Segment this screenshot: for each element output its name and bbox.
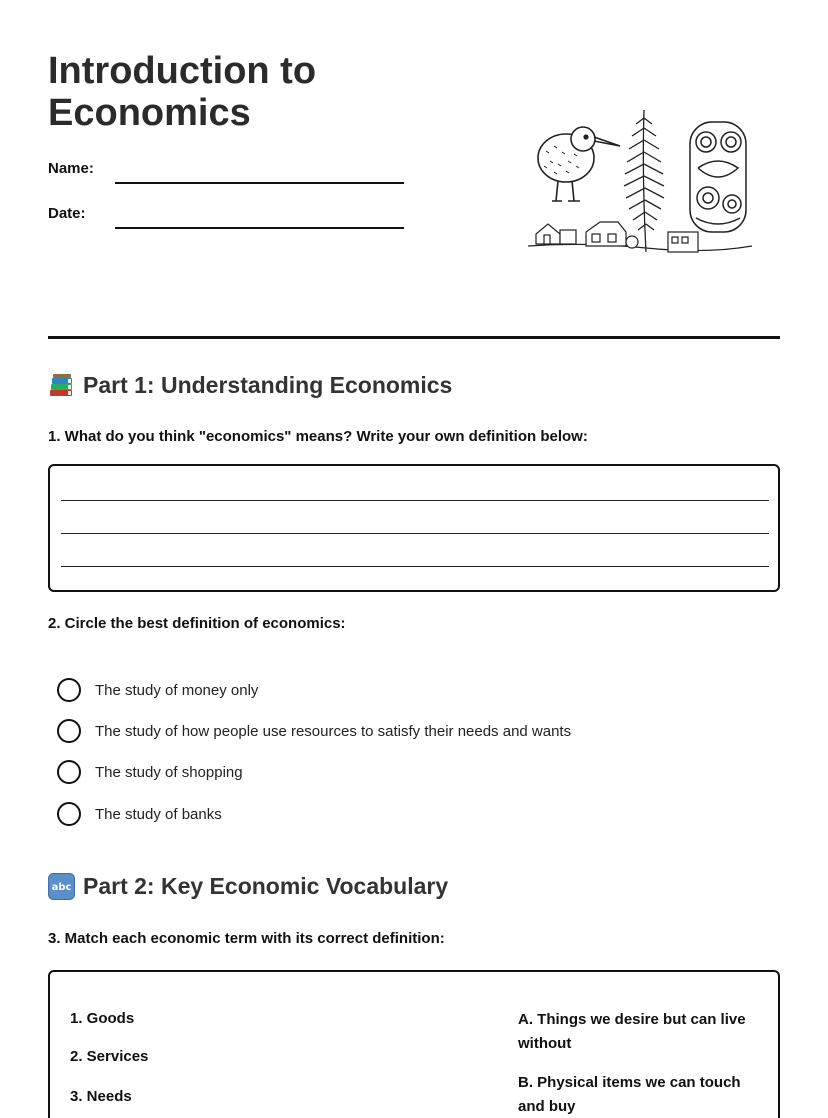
house-icon	[536, 224, 576, 244]
title-line-2: Economics	[48, 92, 251, 134]
definition-item[interactable]: B. Physical items we can touch and buy	[518, 1074, 741, 1115]
writing-line[interactable]	[61, 533, 769, 534]
question-3: 3. Match each economic term with its correct definition:	[48, 930, 445, 947]
books-icon	[48, 372, 75, 399]
definition-item[interactable]: A. Things we desire but can live without	[518, 1011, 746, 1052]
radio-circle-icon[interactable]	[57, 719, 81, 743]
kiwi-bird-icon	[538, 127, 620, 201]
abc-icon	[48, 873, 75, 900]
matching-box	[48, 970, 780, 1118]
silver-fern-icon	[624, 110, 664, 252]
option-3[interactable]	[57, 759, 243, 785]
date-label: Date:	[48, 205, 86, 222]
radio-circle-icon[interactable]	[57, 678, 81, 702]
part1-heading	[48, 372, 452, 399]
writing-line[interactable]	[61, 500, 769, 501]
nz-illustration	[526, 106, 754, 258]
maori-carving-icon	[690, 122, 746, 232]
writing-line[interactable]	[61, 566, 769, 567]
name-field[interactable]	[48, 160, 408, 190]
option-label: The study of money only	[95, 681, 259, 699]
option-4[interactable]	[57, 801, 222, 827]
question-1: 1. What do you think "economics" means? Write your own definition below:	[48, 428, 588, 445]
term-item[interactable]: 3. Needs	[70, 1088, 132, 1105]
worksheet-title	[48, 50, 448, 134]
option-2[interactable]	[57, 718, 571, 744]
radio-circle-icon[interactable]	[57, 802, 81, 826]
section-divider	[48, 336, 780, 339]
title-line-1: Introduction to	[48, 50, 317, 92]
option-label: The study of shopping	[95, 763, 243, 781]
name-input-line[interactable]	[115, 182, 404, 184]
term-item[interactable]: 2. Services	[70, 1048, 149, 1065]
radio-circle-icon[interactable]	[57, 760, 81, 784]
definition-answer-box[interactable]	[48, 464, 780, 592]
option-1[interactable]	[57, 677, 258, 703]
date-input-line[interactable]	[115, 227, 404, 229]
part2-heading	[48, 873, 448, 900]
question-2: 2. Circle the best definition of economics:	[48, 615, 346, 632]
part2-heading-text: Part 2: Key Economic Vocabulary	[83, 873, 449, 899]
option-label: The study of banks	[95, 805, 222, 823]
term-item[interactable]: 1. Goods	[70, 1010, 135, 1027]
name-label: Name:	[48, 160, 94, 177]
option-label: The study of how people use resources to satisfy their needs and wants	[95, 722, 572, 740]
date-field[interactable]	[48, 205, 408, 235]
part1-heading-text: Part 1: Understanding Economics	[83, 372, 453, 398]
svg-text:abc: abc	[51, 882, 72, 893]
